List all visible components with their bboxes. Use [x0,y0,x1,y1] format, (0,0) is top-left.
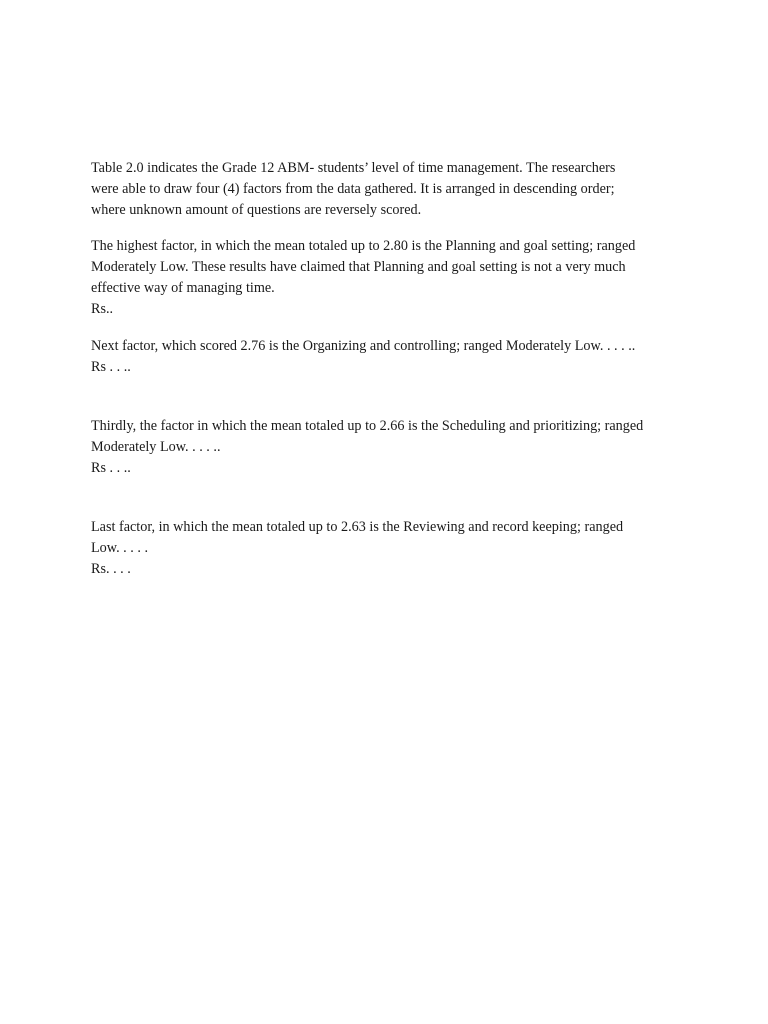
paragraph-spacer [91,479,691,517]
paragraph-intro [91,158,691,221]
text-line: Moderately Low. These results have claimed that Planning and goal setting is not a very much [91,259,626,275]
paragraph-reviewing [91,517,691,580]
paragraph-spacer [91,221,691,236]
paragraph-planning [91,236,691,320]
text-line: The highest factor, in which the mean totaled up to 2.80 is the Planning and goal setting; ranged [91,238,636,254]
text-line: were able to draw four (4) factors from the data gathered. It is arranged in descending order; [91,181,615,197]
paragraph-organizing [91,336,691,378]
text-line: Rs.. [91,301,114,317]
paragraph-scheduling [91,416,691,479]
text-line: where unknown amount of questions are reversely scored. [91,202,422,218]
document-body [91,158,691,580]
text-line: Thirdly, the factor in which the mean totaled up to 2.66 is the Scheduling and prioritizing; ranged [91,418,644,434]
text-line: Rs . . .. [91,359,131,375]
text-line: Last factor, in which the mean totaled up to 2.63 is the Reviewing and record keeping; ranged [91,519,624,535]
paragraph-spacer [91,320,691,336]
text-line: effective way of managing time. [91,280,275,296]
text-line: Table 2.0 indicates the Grade 12 ABM- students’ level of time management. The researchers [91,160,616,176]
text-line: Rs . . .. [91,460,131,476]
text-line: Next factor, which scored 2.76 is the Organizing and controlling; ranged Moderately Low. . . . .. [91,338,636,354]
text-line: Low. . . . . [91,540,149,556]
text-line: Moderately Low. . . . .. [91,439,221,455]
text-line: Rs. . . . [91,561,131,577]
paragraph-spacer [91,378,691,416]
